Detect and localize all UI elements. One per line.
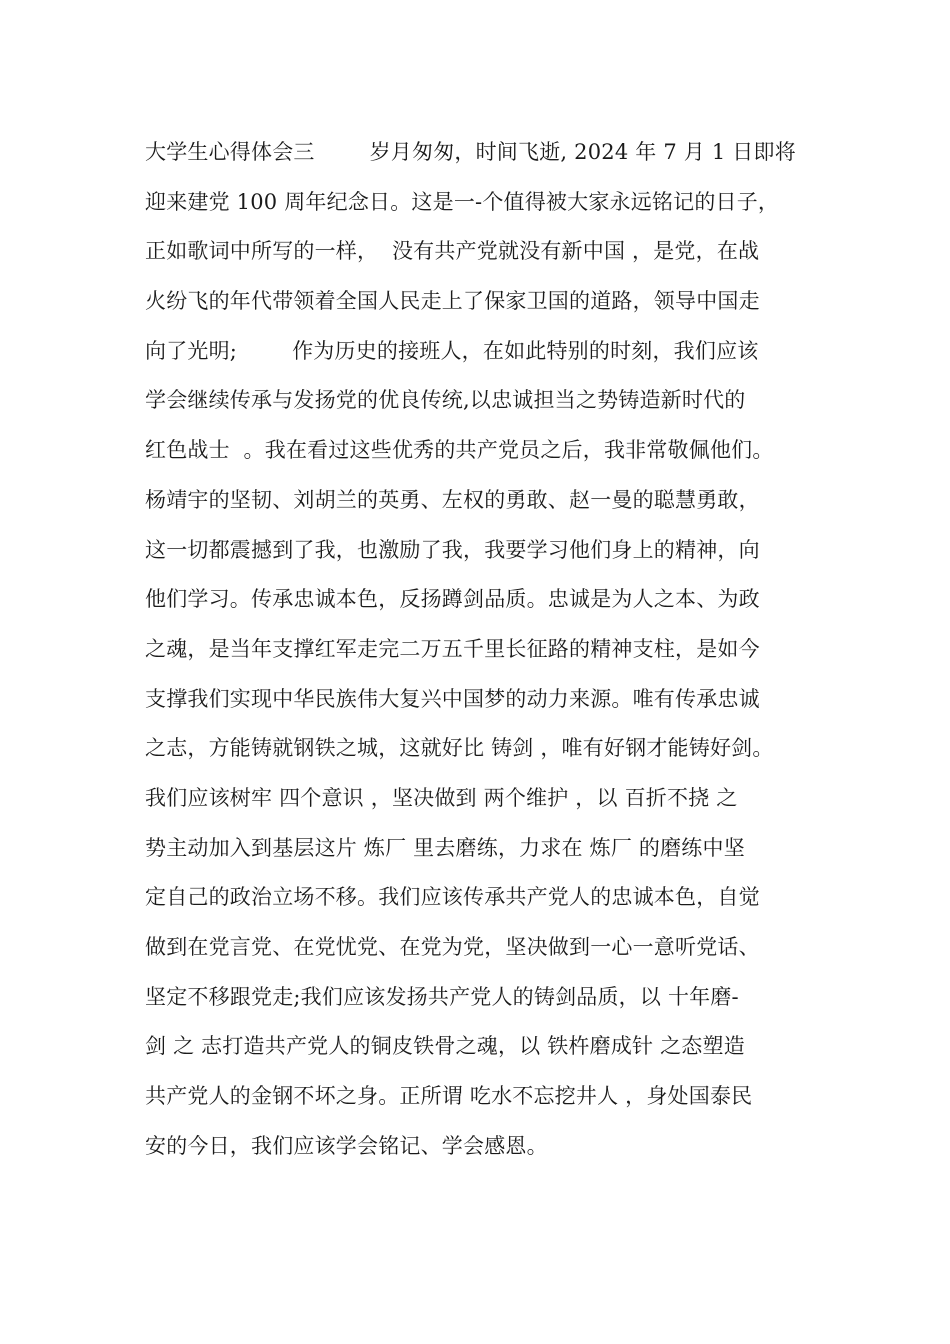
text-line: 势主动加入到基层这片 炼厂 里去磨练，力求在 炼厂 的磨练中坚 <box>145 835 745 860</box>
text-line: 红色战士 。我在看过这些优秀的共产党员之后，我非常敬佩他们。 <box>145 438 774 463</box>
text-line: 之魂，是当年支撑红军走完二万五千里长征路的精神支柱，是如今 <box>145 636 760 661</box>
text-line: 安的今日，我们应该学会铭记、学会感恩。 <box>145 1133 548 1158</box>
text-line: 火纷飞的年代带领着全国人民走上了保家卫国的道路，领导中国走 <box>145 289 760 314</box>
text-line: 这一切都震撼到了我，也激励了我，我要学习他们身上的精神，向 <box>145 537 760 562</box>
text-line: 学会继续传承与发扬党的优良传统,以忠诚担当之势铸造新时代的 <box>145 388 746 413</box>
text-line: 他们学习。传承忠诚本色，反扬蹲剑品质。忠诚是为人之本、为政 <box>145 587 760 612</box>
text-line: 迎来建党 100 周年纪念日。这是一-个值得被大家永远铭记的日子， <box>145 189 780 214</box>
text-line: 我们应该树牢 四个意识 ，坚决做到 两个维护 ，以 百折不挠 之 <box>145 785 738 810</box>
text-line: 之志，方能铸就钢铁之城，这就好比 铸剑 ，唯有好钢才能铸好剑。 <box>145 736 774 761</box>
text-line: 正如歌词中所写的一样， 没有共产党就没有新中国 ，是党，在战 <box>145 239 760 264</box>
text-line: 杨靖宇的坚韧、刘胡兰的英勇、左权的勇敢、赵一曼的聪慧勇敢， <box>145 487 760 512</box>
text-line: 剑 之 志打造共产党人的铜皮铁骨之魂，以 铁杵磨成针 之态塑造 <box>145 1034 745 1059</box>
text-line: 向了光明; 作为历史的接班人，在如此特别的时刻，我们应该 <box>145 338 759 363</box>
text-line: 定自己的政治立场不移。我们应该传承共产党人的忠诚本色，自觉 <box>145 885 760 910</box>
text-line: 大学生心得体会三 岁月匆匆，时间飞逝, 2024 年 7 月 1 日即将 <box>145 140 796 164</box>
body-text <box>145 132 825 1175</box>
text-line: 支撑我们实现中华民族伟大复兴中国梦的动力来源。唯有传承忠诚 <box>145 686 760 711</box>
text-line: 共产党人的金钢不坏之身。正所谓 吃水不忘挖井人 ，身处国泰民 <box>145 1084 753 1109</box>
text-line: 做到在党言党、在党忧党、在党为党，坚决做到一心一意听党话、 <box>145 935 760 959</box>
text-line: 坚定不移跟党走;我们应该发扬共产党人的铸剑品质，以 十年磨- <box>145 984 739 1009</box>
